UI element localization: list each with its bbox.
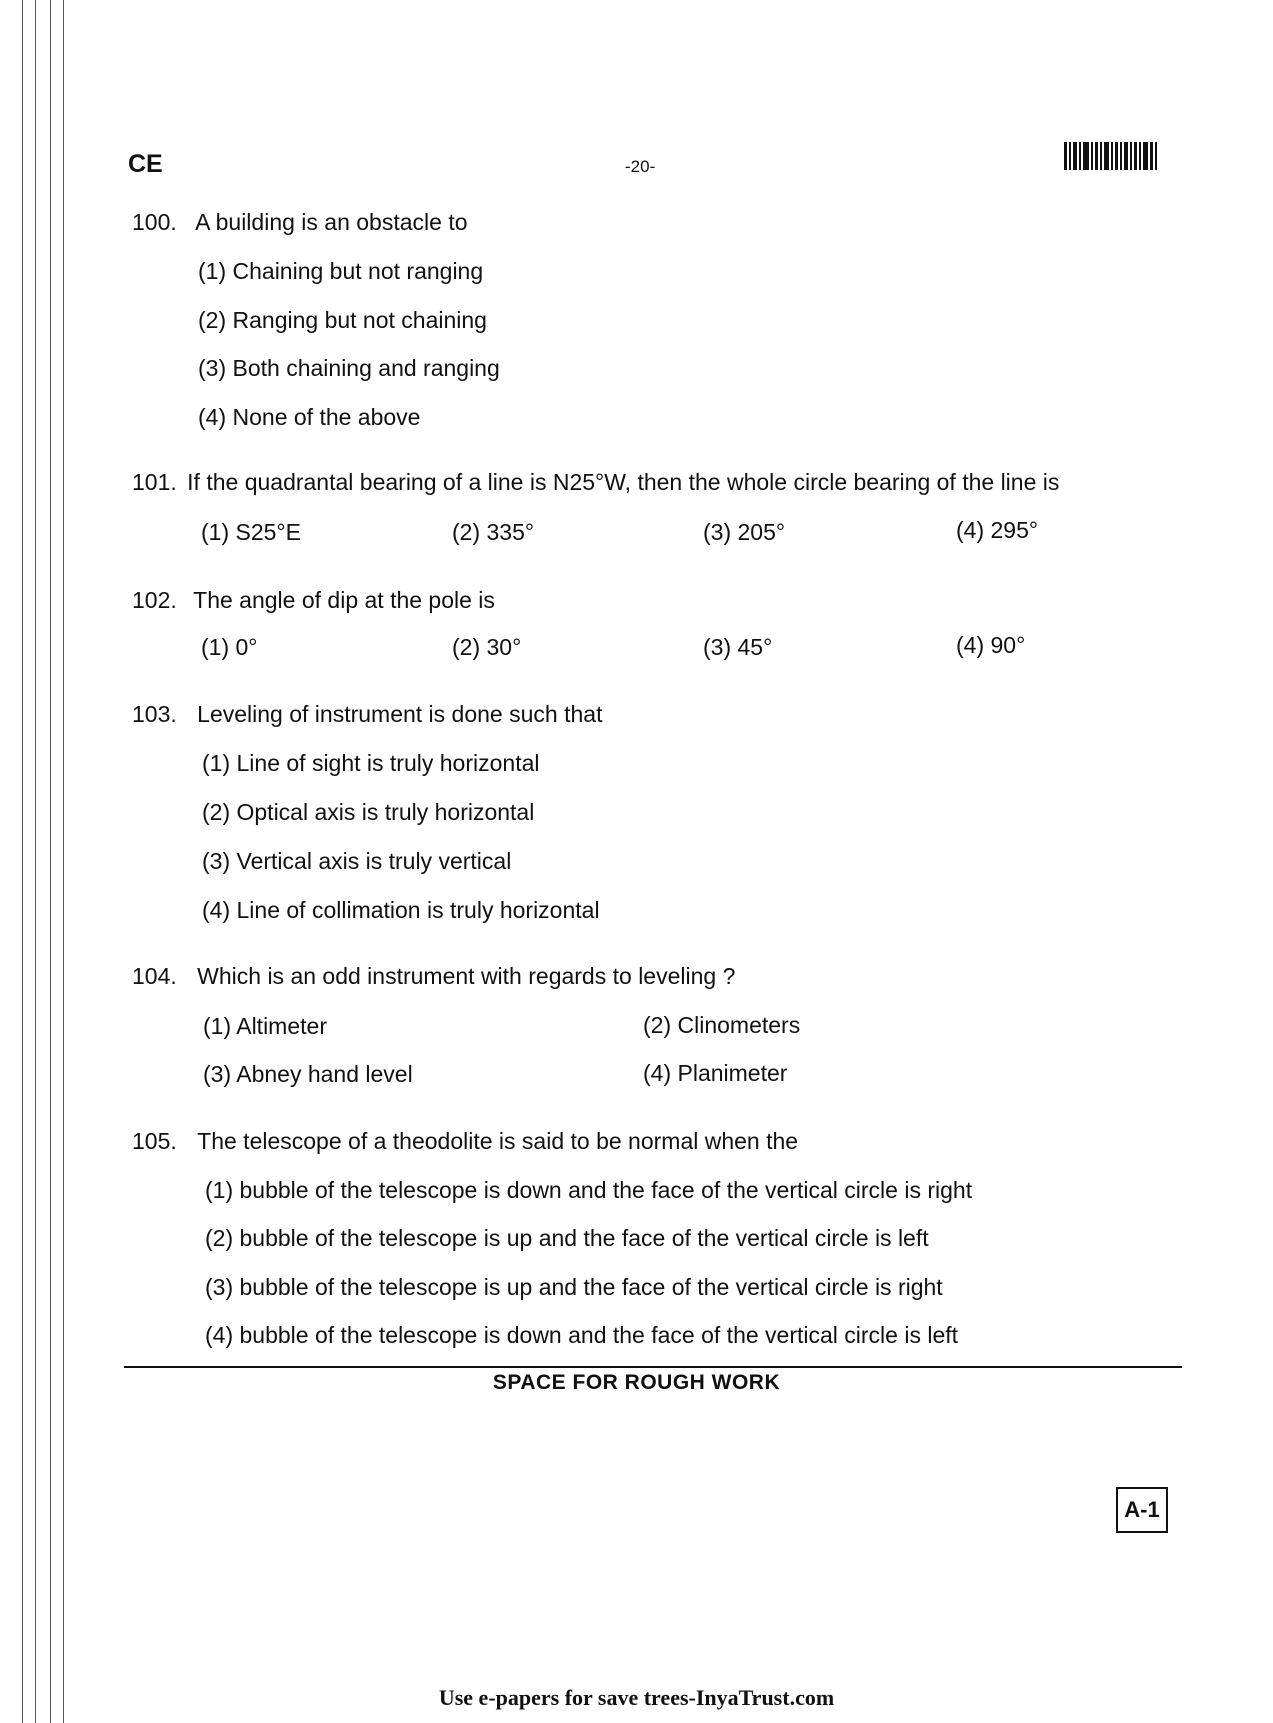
option: (4) 295° xyxy=(956,517,1039,543)
question-100 xyxy=(132,209,468,236)
option: (2) Ranging but not chaining xyxy=(198,307,487,333)
question-103 xyxy=(132,701,602,728)
question-number: 100. xyxy=(132,209,177,235)
question-number: 102. xyxy=(132,587,177,613)
set-code-box: A-1 xyxy=(1116,1487,1168,1533)
page-edge-line xyxy=(35,0,36,1723)
option: (1) Chaining but not ranging xyxy=(198,258,484,284)
option: (2) 30° xyxy=(452,634,522,660)
option: (3) 45° xyxy=(703,634,773,660)
subject-code: CE xyxy=(128,150,163,178)
option: (4) 90° xyxy=(956,632,1026,658)
option: (3) 205° xyxy=(703,519,786,545)
question-text: A building is an obstacle to xyxy=(195,209,468,235)
page-number: -20- xyxy=(625,157,656,176)
option: (1) S25°E xyxy=(201,519,301,545)
question-number: 103. xyxy=(132,701,177,727)
option: (4) Line of collimation is truly horizontal xyxy=(202,897,600,923)
question-number: 104. xyxy=(132,963,177,989)
question-text: The telescope of a theodolite is said to be normal when the xyxy=(197,1128,799,1154)
question-text: Which is an odd instrument with regards to leveling ? xyxy=(197,963,736,989)
divider xyxy=(124,1366,1182,1368)
question-104 xyxy=(132,963,735,990)
option: (2) 335° xyxy=(452,519,535,545)
option: (3) Vertical axis is truly vertical xyxy=(202,848,512,874)
option: (2) bubble of the telescope is up and the face of the vertical circle is left xyxy=(205,1225,929,1251)
option: (1) 0° xyxy=(201,634,258,660)
option: (3) bubble of the telescope is up and the face of the vertical circle is right xyxy=(205,1274,943,1300)
question-101 xyxy=(132,469,1059,496)
question-102 xyxy=(132,587,495,614)
option: (1) Altimeter xyxy=(203,1013,327,1039)
question-105 xyxy=(132,1128,798,1155)
page-edge-line xyxy=(22,0,23,1723)
option: (2) Clinometers xyxy=(643,1012,801,1038)
option: (1) Line of sight is truly horizontal xyxy=(202,750,540,776)
option: (4) Planimeter xyxy=(643,1060,788,1086)
question-number: 105. xyxy=(132,1128,177,1154)
rough-work-label: SPACE FOR ROUGH WORK xyxy=(492,1371,781,1394)
option: (1) bubble of the telescope is down and the face of the vertical circle is right xyxy=(205,1177,973,1203)
page-edge-line xyxy=(63,0,64,1723)
option: (2) Optical axis is truly horizontal xyxy=(202,799,535,825)
footer-text: Use e-papers for save trees-InyaTrust.com xyxy=(438,1685,835,1710)
question-text: The angle of dip at the pole is xyxy=(193,587,495,613)
question-text: If the quadrantal bearing of a line is N25°W, then the whole circle bearing of the line is xyxy=(187,469,1060,495)
question-number: 101. xyxy=(132,469,177,495)
option: (3) Abney hand level xyxy=(203,1061,413,1087)
page-edge-line xyxy=(50,0,51,1723)
question-text: Leveling of instrument is done such that xyxy=(197,701,603,727)
option: (3) Both chaining and ranging xyxy=(198,355,500,381)
option: (4) None of the above xyxy=(198,404,421,430)
barcode xyxy=(1064,142,1160,170)
option: (4) bubble of the telescope is down and the face of the vertical circle is left xyxy=(205,1322,959,1348)
